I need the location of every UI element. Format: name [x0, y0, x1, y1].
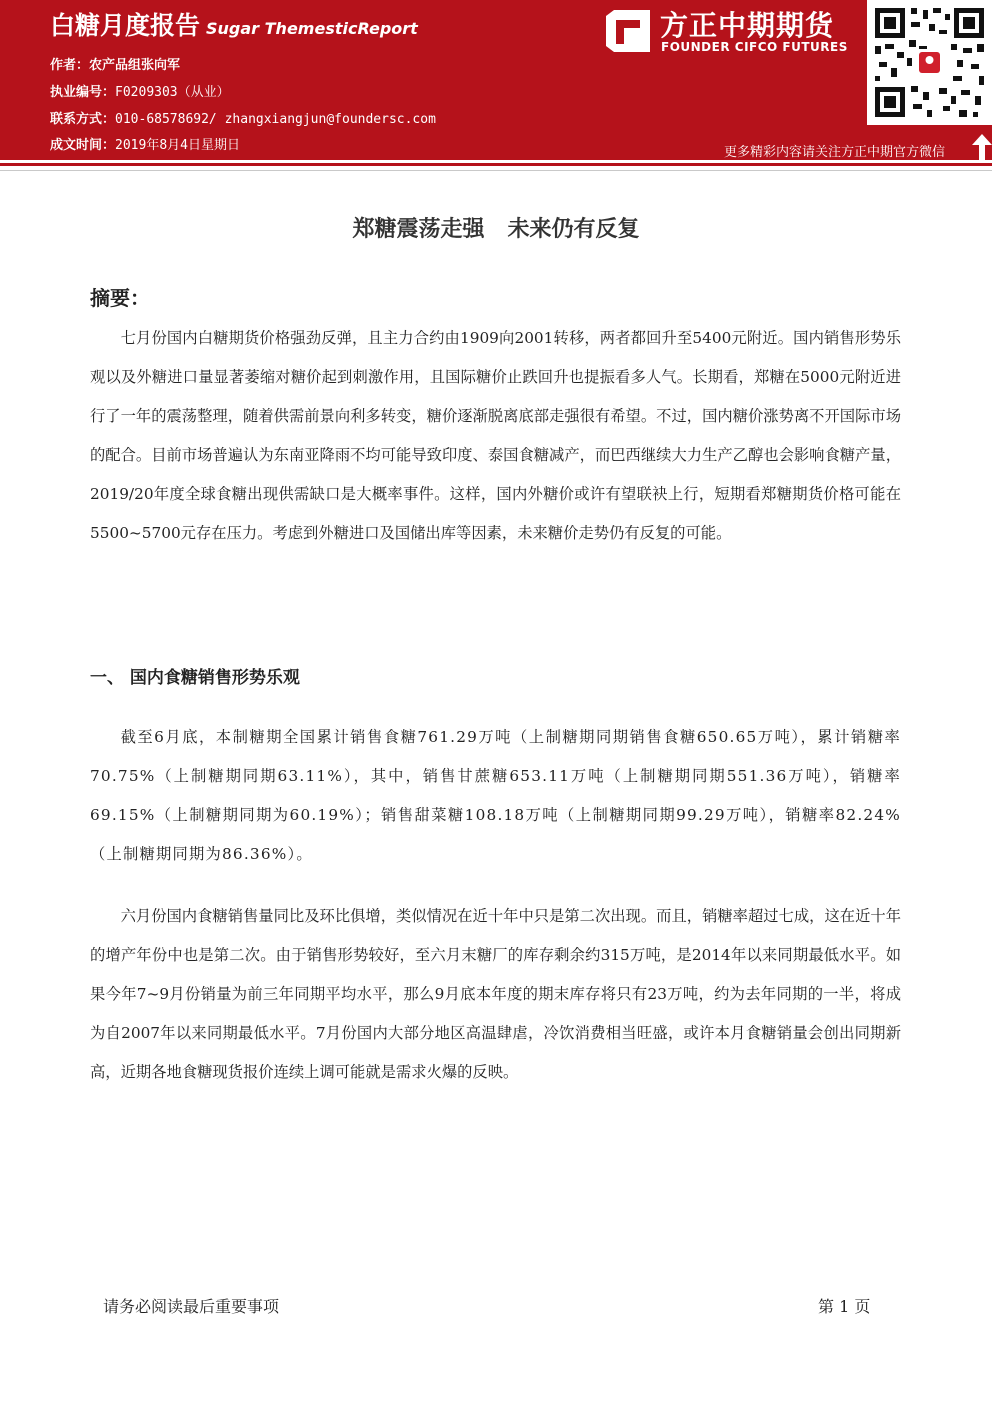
page-number: 第 1 页	[818, 1297, 871, 1316]
founder-logo-icon	[604, 8, 652, 54]
follow-wechat-text: 更多精彩内容请关注方正中期官方微信	[724, 145, 946, 160]
license-value: F0209303（从业）	[115, 85, 230, 100]
section-heading-1: 一、 国内食糖销售形势乐观	[90, 668, 300, 688]
contact-value[interactable]: 010-68578692/ zhangxiangjun@foundersc.com	[115, 112, 436, 127]
section1-paragraph-1: 截至6月底，本制糖期全国累计销售食糖761.29万吨（上制糖期同期销售食糖650.65万吨），累计销糖率70.75%（上制糖期同期63.11%），其中，销售甘蔗糖653.11万吨（上制糖期同期551.36万吨），销糖率69.15%（上制糖期同期为60.19%）；销售甜菜糖108.18万吨（上制糖期同期99.29万吨），销糖率82.24%（上制糖期同期为86.36%）。	[90, 728, 901, 863]
contact-line	[50, 108, 436, 127]
date-value: 2019年8月4日星期日	[115, 138, 240, 153]
section1-paragraph-2: 六月份国内食糖销售量同比及环比俱增，类似情况在近十年中只是第二次出现。而且，销糖率超过七成，这在近十年的增产年份中也是第二次。由于销售形势较好，至六月末糖厂的库存剩余约315万吨，是2014年以来同期最低水平。如果今年7~9月份销量为前三年同期平均水平，那么9月底本年度的期末库存将只有23万吨，约为去年同期的一半，将成为自2007年以来同期最低水平。7月份国内大部分地区高温肆虐，冷饮消费相当旺盛，或许本月食糖销量会创出同期新高，近期各地食糖现货报价连续上调可能就是需求火爆的反映。	[90, 907, 901, 1081]
report-title-en: Sugar ThemesticReport	[206, 19, 418, 38]
header-divider-thin	[0, 170, 992, 171]
license-line	[50, 81, 230, 100]
header-divider	[0, 163, 992, 166]
arrow-up-icon	[972, 134, 992, 160]
report-title-cn: 白糖月度报告	[50, 11, 201, 40]
logo-text-en: FOUNDER CIFCO FUTURES	[661, 40, 848, 54]
document-title: 郑糖震荡走强 未来仍有反复	[352, 217, 640, 242]
footer-notice: 请务必阅读最后重要事项	[103, 1297, 280, 1316]
contact-label: 联系方式：	[50, 112, 116, 127]
date-label: 成文时间：	[50, 138, 116, 153]
author-label: 作者：	[50, 58, 90, 73]
date-line	[50, 134, 240, 153]
logo-text-cn: 方正中期期货	[660, 9, 835, 42]
author-line	[50, 54, 180, 73]
abstract-heading: 摘要：	[90, 286, 150, 310]
author-value: 农产品组张向军	[89, 58, 181, 73]
abstract-paragraph: 七月份国内白糖期货价格强劲反弹，且主力合约由1909向2001转移，两者都回升至5400元附近。国内销售形势乐观以及外糖进口量显著萎缩对糖价起到刺激作用，且国际糖价止跌回升也提振看多人气。长期看，郑糖在5000元附近进行了一年的震荡整理，随着供需前景向利多转变，糖价逐渐脱离底部走强很有希望。不过，国内糖价涨势离不开国际市场的配合。目前市场普遍认为东南亚降雨不均可能导致印度、泰国食糖减产，而巴西继续大力生产乙醇也会影响食糖产量，2019/20年度全球食糖出现供需缺口是大概率事件。这样，国内外糖价或许有望联袂上行，短期看郑糖期货价格可能在5500~5700元存在压力。考虑到外糖进口及国储出库等因素，未来糖价走势仍有反复的可能。	[90, 329, 901, 542]
qr-code-icon[interactable]	[867, 0, 992, 125]
report-title	[50, 6, 418, 42]
license-label: 执业编号：	[50, 85, 116, 100]
